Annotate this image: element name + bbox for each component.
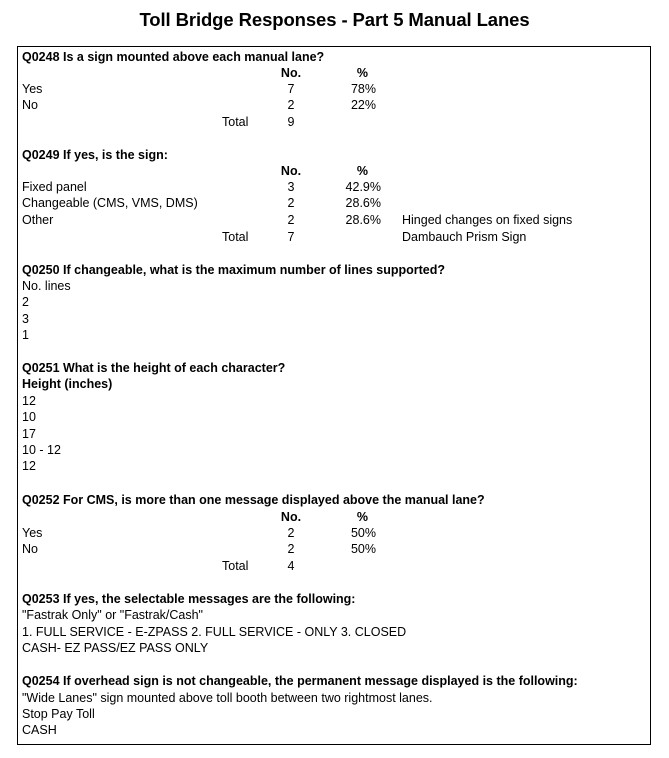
q0249-total-label: Total	[222, 230, 249, 244]
q0249-row-no: 2	[287, 196, 295, 210]
q0252-total-value: 4	[287, 559, 295, 573]
q0252-row-label: No	[22, 542, 38, 556]
q0249-col-pct: %	[356, 164, 368, 178]
q0250-header: No. lines	[22, 279, 71, 293]
q0249-col-no: No.	[280, 164, 302, 178]
q0248-row-label: No	[22, 98, 38, 112]
q0251-value: 12	[22, 394, 36, 408]
q0249-question: Q0249 If yes, is the sign:	[22, 148, 168, 162]
q0249-row-pct: 28.6%	[345, 196, 381, 210]
q0253-question: Q0253 If yes, the selectable messages are the following:	[22, 592, 356, 606]
q0251-value: 10	[22, 410, 36, 424]
q0249-row-pct: 42.9%	[345, 180, 381, 194]
q0254-question: Q0254 If overhead sign is not changeable, the permanent message displayed is the following:	[22, 674, 578, 688]
q0249-row-label: Fixed panel	[22, 180, 87, 194]
page-title: Toll Bridge Responses - Part 5 Manual Lanes	[139, 9, 530, 30]
q0248-col-pct: %	[356, 66, 368, 80]
q0249-row-no: 2	[287, 213, 295, 227]
q0249-total-comment: Dambauch Prism Sign	[402, 230, 527, 244]
q0248-total-value: 9	[287, 115, 295, 129]
q0249-row-comment: Hinged changes on fixed signs	[402, 213, 573, 227]
q0252-row-label: Yes	[22, 526, 43, 540]
q0251-value: 10 - 12	[22, 443, 61, 457]
q0248-col-no: No.	[280, 66, 302, 80]
q0254-answer: CASH	[22, 723, 57, 737]
q0252-row-pct: 50%	[350, 526, 376, 540]
q0248-row-label: Yes	[22, 82, 43, 96]
q0253-answer: 1. FULL SERVICE - E-ZPASS 2. FULL SERVICE - ONLY 3. CLOSED	[22, 625, 407, 639]
q0251-header: Height (inches)	[22, 377, 113, 391]
q0248-row-no: 7	[287, 82, 295, 96]
q0252-total-label: Total	[222, 559, 249, 573]
q0250-value: 3	[22, 312, 29, 326]
q0252-row-no: 2	[287, 526, 295, 540]
q0249-total-value: 7	[287, 230, 295, 244]
q0248-row-pct: 22%	[350, 98, 376, 112]
q0254-answer: "Wide Lanes" sign mounted above toll booth between two rightmost lanes.	[22, 691, 433, 705]
q0250-value: 1	[22, 328, 29, 342]
q0252-question: Q0252 For CMS, is more than one message displayed above the manual lane?	[22, 493, 485, 507]
q0252-row-pct: 50%	[350, 542, 376, 556]
q0251-value: 12	[22, 459, 36, 473]
q0252-row-no: 2	[287, 542, 295, 556]
q0252-col-pct: %	[356, 510, 368, 524]
q0249-row-pct: 28.6%	[345, 213, 381, 227]
q0249-row-label: Other	[22, 213, 54, 227]
q0248-question: Q0248 Is a sign mounted above each manual lane?	[22, 50, 325, 64]
q0248-total-label: Total	[222, 115, 249, 129]
q0253-answer: CASH- EZ PASS/EZ PASS ONLY	[22, 641, 209, 655]
q0250-question: Q0250 If changeable, what is the maximum number of lines supported?	[22, 263, 446, 277]
q0249-row-label: Changeable (CMS, VMS, DMS)	[22, 196, 198, 210]
q0249-row-no: 3	[287, 180, 295, 194]
q0254-answer: Stop Pay Toll	[22, 707, 95, 721]
q0252-col-no: No.	[280, 510, 302, 524]
q0251-value: 17	[22, 427, 36, 441]
q0251-question: Q0251 What is the height of each character?	[22, 361, 286, 375]
q0253-answer: "Fastrak Only" or "Fastrak/Cash"	[22, 608, 203, 622]
q0250-value: 2	[22, 295, 29, 309]
q0248-row-no: 2	[287, 98, 295, 112]
q0248-row-pct: 78%	[350, 82, 376, 96]
